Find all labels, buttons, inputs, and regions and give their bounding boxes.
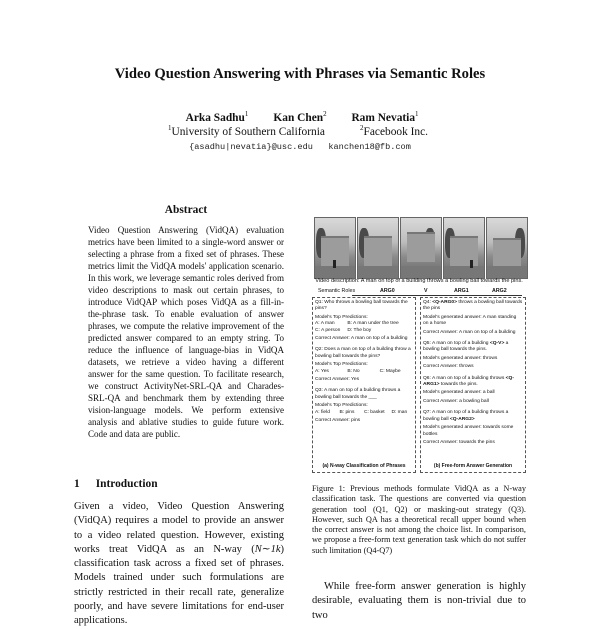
option: A: A man	[315, 321, 335, 327]
section-title: Introduction	[95, 478, 158, 490]
prediction-label: Model's Top Predictions:	[315, 362, 368, 368]
body-paragraph: While free-form answer generation is highly desirable, evaluating them is non-trivial due to two	[312, 581, 526, 621]
author-2	[265, 110, 335, 124]
divider	[352, 295, 522, 296]
video-frame-image	[443, 217, 485, 279]
option: B: No	[347, 368, 360, 374]
correct-answer: Correct Answer: pins	[315, 418, 361, 424]
question-tag: <Q-ARG0>	[432, 300, 457, 305]
author-name: Arka Sadhu	[185, 111, 245, 124]
affiliation-sup: 1	[168, 124, 172, 132]
video-frame-image	[314, 217, 356, 279]
role-tag: ARG2	[492, 288, 507, 294]
panel-label: (b) Free-form Answer Generation	[433, 463, 513, 469]
prediction-label: Model's Top Predictions:	[315, 314, 368, 320]
affiliation-1	[168, 124, 325, 138]
generated-answer: Model's generated answer: a ball	[423, 390, 495, 396]
figure-1	[312, 209, 526, 473]
option: A: Yes	[315, 368, 329, 374]
author-name: Kan Chen	[273, 111, 324, 124]
author-sup: 1	[415, 110, 419, 118]
question-text: Q2: Does a man on top of a building throw a bowling ball towards the pins?	[315, 347, 411, 359]
question-text: Q7: A man on top of a building throws a bowling ball <Q-ARG2>	[423, 410, 509, 422]
option: D: man	[391, 409, 408, 415]
author-3	[340, 110, 430, 124]
intro-math: N∼1k	[254, 543, 281, 555]
option: C: Maybe	[379, 368, 401, 374]
correct-answer: Correct Answer: a bowling ball	[423, 398, 489, 404]
correct-answer: Correct Answer: A man on top of a building	[423, 329, 516, 335]
author-sup: 2	[323, 110, 327, 118]
question-text: Q1: Who throws a bowling ball towards the pins?	[315, 300, 408, 312]
generated-answer: Model's generated answer: towards some bottles	[423, 425, 514, 437]
question-text: Q5: A man on top of a building <Q-V> a bowling ball towards the pins.	[423, 341, 509, 353]
section-number: 1	[74, 478, 80, 490]
option: D: The boy	[347, 327, 372, 333]
prediction-options	[315, 369, 413, 375]
author-name: Ram Nevatia	[351, 111, 416, 124]
qa-item	[423, 341, 523, 371]
qa-item	[423, 376, 523, 406]
role-tag: V	[424, 288, 428, 294]
option: B: A man under the tree	[347, 321, 399, 327]
affiliation-text: University of Southern California	[171, 125, 325, 138]
video-description: Video description: A man on top of a building throws a bowling ball towards the pins.	[315, 278, 523, 284]
question-tag: <Q-V>	[489, 341, 505, 347]
classification-panel	[312, 297, 416, 473]
panel-label: (a) N-way Classification of Phrases	[322, 463, 406, 469]
affiliation-sup: 2	[360, 124, 364, 132]
abstract-heading: Abstract	[164, 204, 208, 216]
correct-answer: Correct Answer: A man on top of a building	[315, 336, 408, 342]
intro-text-b: ) classification task across a fixed set of phrases. Models trained under such formulations are strictly restricted in their recall rate, generalize poorly, and have severe limitations for end-user applications.	[74, 543, 284, 627]
option: B: pins	[339, 409, 355, 415]
prediction-label: Model's Top Predictions:	[315, 403, 368, 409]
question-tag: <Q-ARG1>	[423, 375, 514, 388]
affiliation-2	[360, 124, 428, 138]
role-tag: ARG1	[454, 288, 469, 294]
paper-title: Video Question Answering with Phrases via Semantic Roles	[114, 66, 486, 82]
abstract-body: Video Question Answering (VidQA) evaluation metrics have been limited to a single-word answer or selecting a phrase from a fixed set of phrases. These metrics limit the VidQA models' application scenario. In this work, we leverage semantic roles derived from video descriptions to mask out certain phrases, to introduce VidQAP which poses VidQA as a fill-in-the-phrase task. To enable evaluation of answer phrases, we compute the relative improvement of the predicted answer compared to an empty string. To reduce the influence of language-bias in VidQA datasets, we retrieve a video having a different answer for the same question. To facilitate research, we construct ActivityNet-SRL-QA and Charades-SRL-QA and benchmark them by extending three vision-language models. We perform extensive analysis and ablative studies to guide future work. Code and data are public.	[88, 225, 284, 440]
generation-panel	[420, 297, 526, 473]
section-heading	[74, 478, 158, 490]
question-text: Q6: A man on top of a building throws <Q-ARG1> towards the pins.	[423, 375, 514, 388]
prediction-options	[315, 410, 413, 416]
qa-item	[315, 300, 413, 342]
affiliation-text: Facebook Inc.	[363, 125, 429, 138]
author-1	[172, 110, 262, 124]
qa-item	[315, 347, 413, 383]
qa-item	[315, 388, 413, 424]
generated-answer: Model's generated answer: throws	[423, 355, 498, 361]
qa-item	[423, 410, 523, 446]
author-sup: 1	[244, 110, 249, 118]
role-tag: ARG0	[380, 288, 395, 294]
introduction-paragraph	[74, 500, 284, 629]
question-text: Q3: A man on top of a building throws a bowling ball towards the ___	[315, 388, 401, 400]
generated-answer: Model's generated answer: A man standing on a horse	[423, 314, 517, 327]
figure-caption: Figure 1: Previous methods formulate VidQA as a N-way classification task. The questions are converted via question generation tool (Q1, Q2) or masking-out strategy (Q3). However, such QA has a theoretical recall upper bound when the correct answer is not among the choice list. In comparison, we propose a free-form text generation task which do not suffer such limitation (Q4-Q7)	[312, 484, 526, 555]
author-emails: {asadhu|nevatia}@usc.edu kanchen18@fb.com	[189, 142, 411, 152]
correct-answer: Correct Answer: throws	[423, 364, 474, 370]
prediction-options	[315, 321, 413, 334]
qa-item	[423, 300, 523, 336]
correct-answer: Correct Answer: Yes	[315, 377, 360, 383]
option: C: basket	[364, 409, 385, 415]
question-text: Q4: <Q-ARG0> throws a bowling ball towards the pins	[423, 300, 523, 312]
question-tag: <Q-ARG2>	[449, 416, 475, 422]
video-frame-image	[357, 217, 399, 279]
video-frame-image	[400, 217, 442, 279]
option: A: field	[315, 409, 330, 415]
video-frame-image	[486, 217, 528, 279]
semantic-roles-label: Semantic Roles	[318, 288, 356, 294]
correct-answer: Correct Answer: towards the pins	[423, 439, 495, 445]
option: C: A person	[315, 327, 341, 333]
intro-text-a: Given a video, Video Question Answering (VidQA) requires a model to provide an answer to a video related question. However, existing works treat VidQA as an N-way (	[74, 501, 284, 555]
